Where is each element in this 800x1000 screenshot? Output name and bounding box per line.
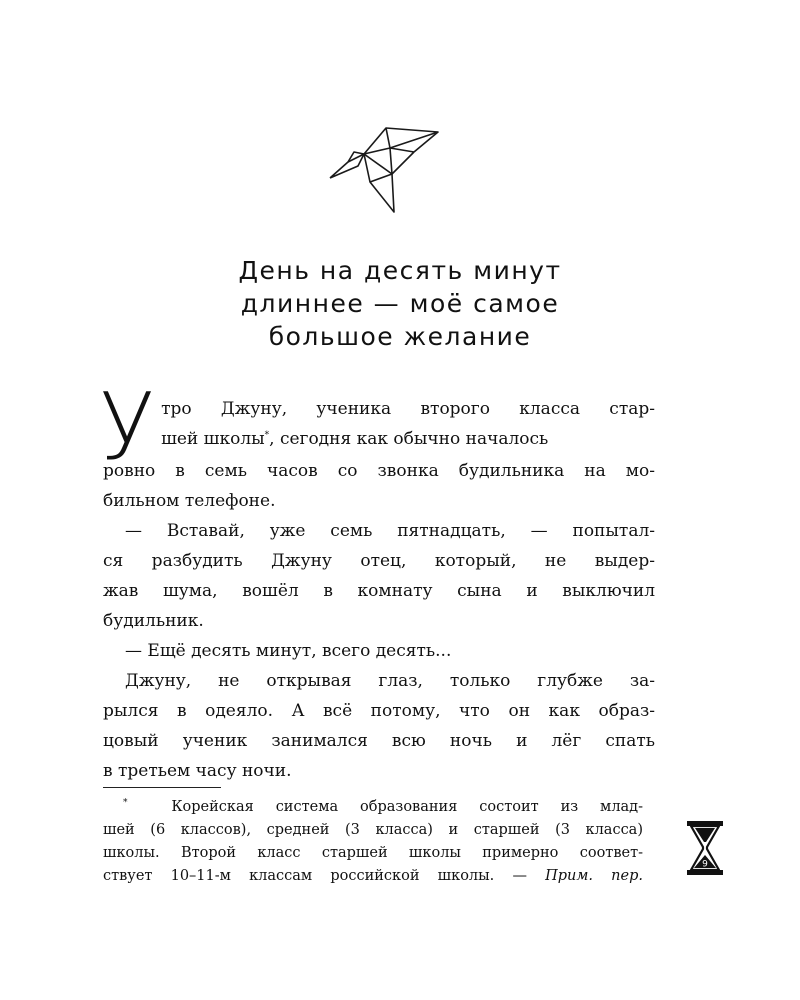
footnote-ref: * — [264, 430, 270, 441]
footnote-line — [103, 865, 643, 888]
text-line — [103, 424, 655, 454]
paragraph-1 — [99, 373, 655, 516]
paragraph-2 — [103, 516, 655, 636]
translator-note: Прим. пер. — [545, 868, 643, 884]
paragraph-4 — [103, 666, 655, 786]
text-fragment: , сегодня как обычно началось — [269, 429, 549, 449]
hourglass-page-icon — [686, 820, 724, 876]
footnote-line — [103, 796, 643, 819]
text-line: Джуну, не открывая глаз, только глубже за- — [125, 671, 655, 691]
text-fragment: Корейская система образования состоит из млад- — [171, 799, 644, 815]
text-line: бильном телефоне. — [103, 491, 276, 511]
footnote-divider — [103, 787, 221, 788]
title-line: большое желание — [268, 322, 532, 351]
footnote — [103, 796, 643, 888]
text-line: ся разбудить Джуну отец, который, не выдер- — [103, 551, 655, 571]
footnote-marker: * — [123, 798, 128, 809]
text-line: рылся в одеяло. А всё потому, что он как образ- — [103, 701, 655, 721]
text-line: — Ещё десять минут, всего десять... — [125, 641, 452, 661]
text-line: — Вставай, уже семь пятнадцать, — попытал- — [125, 521, 655, 541]
chapter-body — [99, 373, 655, 786]
footnote-line: школы. Второй класс старшей школы примерно соответ- — [103, 845, 643, 861]
text-line: цовый ученик занимался всю ночь и лёг спать — [103, 731, 655, 751]
footnote-line: шей (6 классов), средней (3 класса) и старшей (3 класса) — [103, 822, 643, 838]
chapter-title — [150, 254, 650, 353]
title-line: День на десять минут — [238, 256, 562, 285]
text-fragment: шей школы — [161, 429, 265, 449]
text-line: будильник. — [103, 611, 204, 631]
title-line: длиннее — моё самое — [240, 289, 560, 318]
text-line: ровно в семь часов со звонка будильника на мо- — [103, 461, 655, 481]
page-number: 9 — [702, 859, 708, 870]
paragraph-3 — [103, 636, 655, 666]
origami-crane-icon — [328, 122, 440, 214]
drop-cap: У — [99, 373, 156, 480]
text-fragment: ствует 10–11-м классам российской школы. — — [103, 868, 527, 884]
text-line: жав шума, вошёл в комнату сына и выключил — [103, 581, 655, 601]
text-line: в третьем часу ночи. — [103, 761, 292, 781]
text-line: тро Джуну, ученика второго класса стар- — [161, 399, 655, 419]
